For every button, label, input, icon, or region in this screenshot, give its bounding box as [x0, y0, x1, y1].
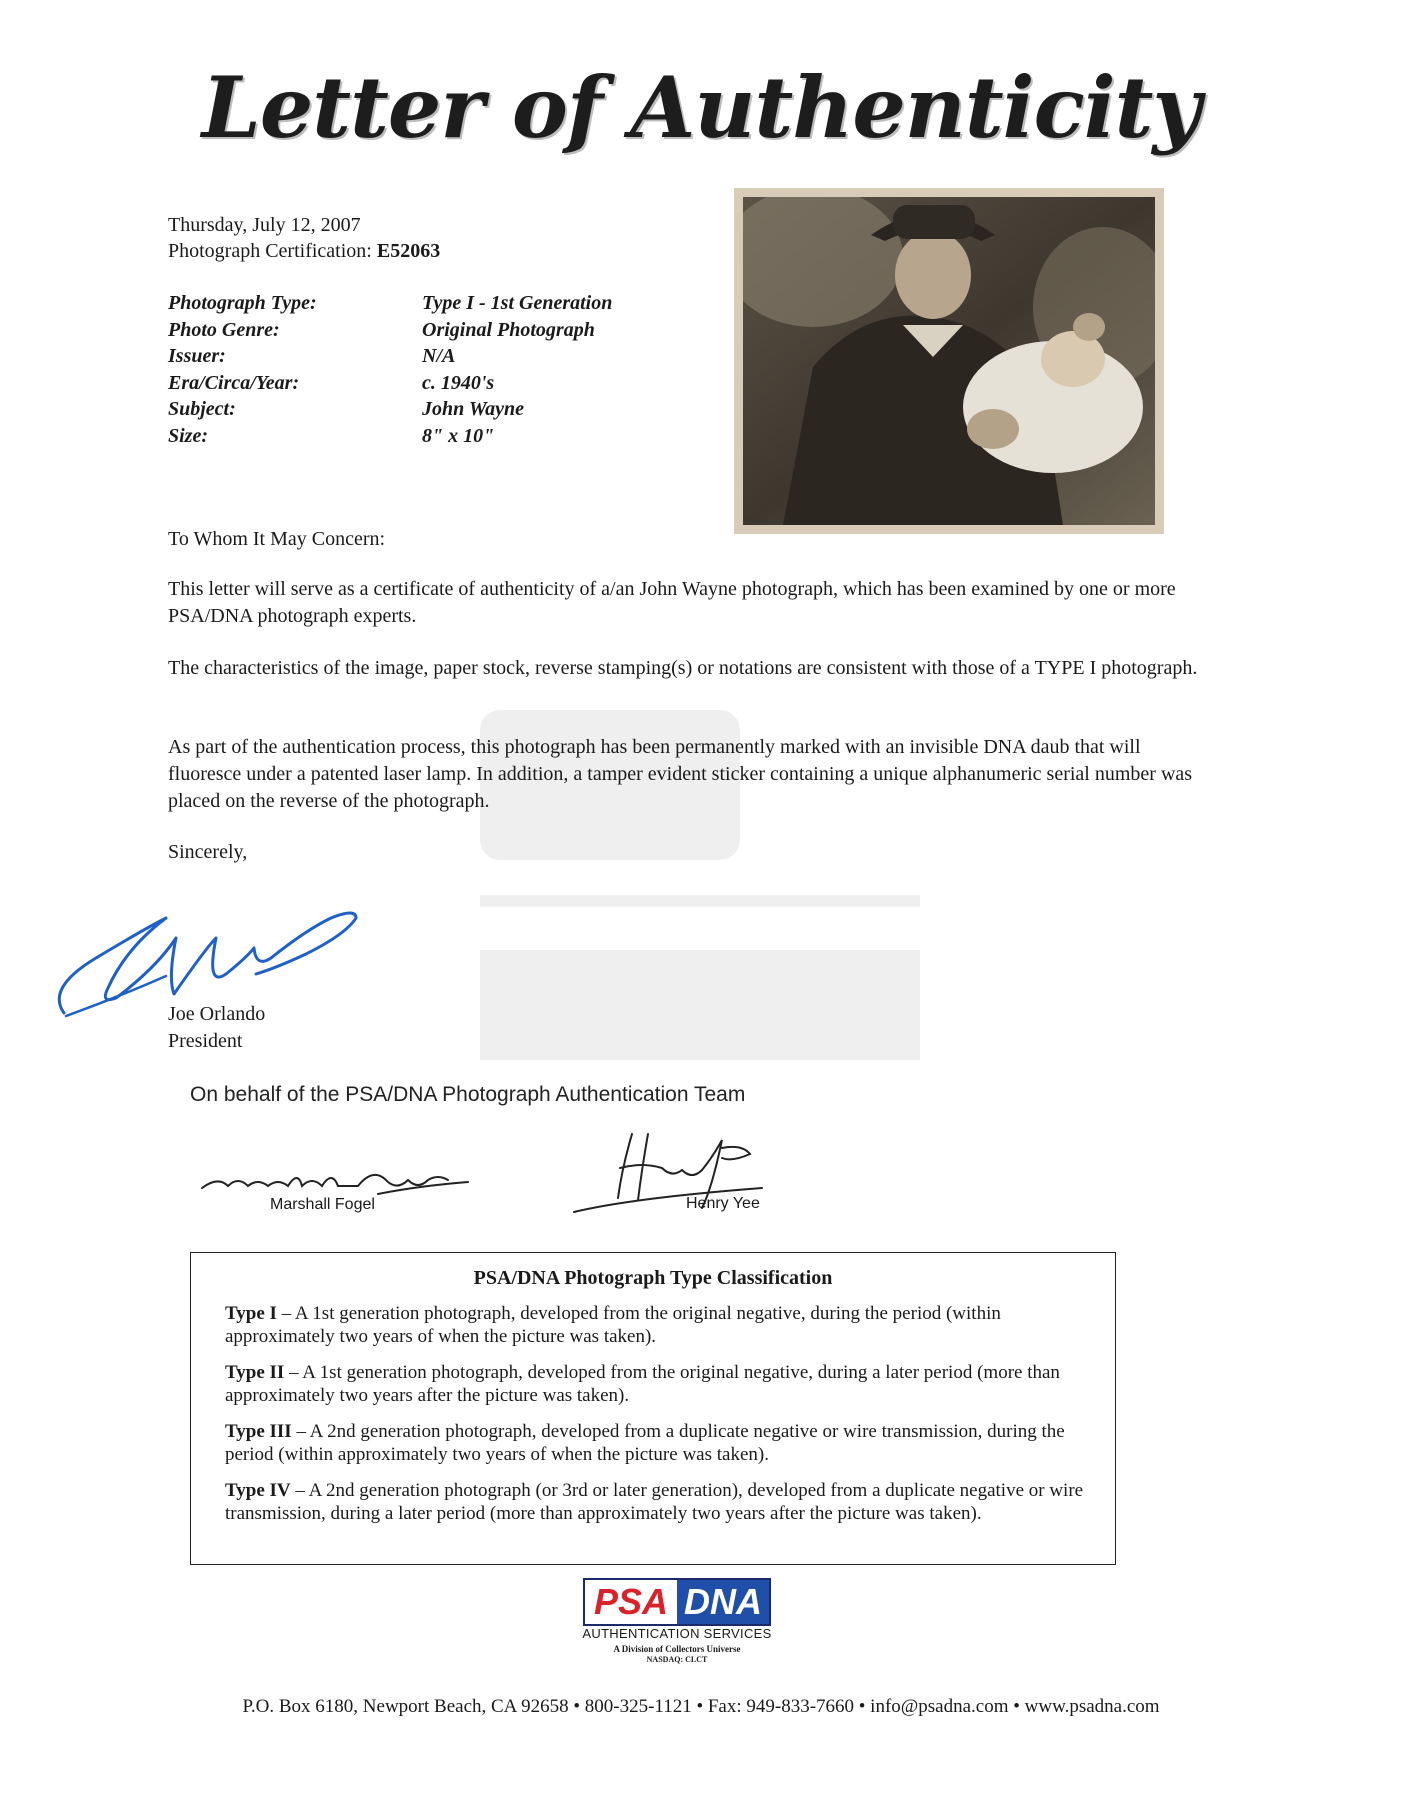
detail-row	[168, 372, 612, 399]
logo-dna: DNA	[677, 1580, 769, 1624]
detail-label: Era/Circa/Year:	[168, 371, 300, 394]
certification-number: E52063	[376, 240, 441, 262]
type-classification-box	[190, 1252, 1116, 1565]
detail-value: c. 1940's	[422, 371, 495, 394]
logo-nasdaq: NASDAQ: CLCT	[646, 1655, 708, 1664]
certification-line	[168, 240, 440, 263]
logo-tagline: AUTHENTICATION SERVICES	[582, 1626, 772, 1641]
type-label: Type I	[225, 1303, 277, 1324]
yee-name: Henry Yee	[686, 1195, 760, 1212]
logo-division: A Division of Collectors Universe	[613, 1644, 741, 1654]
psa-dna-logo	[583, 1578, 771, 1626]
type-definition	[225, 1479, 1085, 1525]
detail-row	[168, 425, 612, 452]
type-definition	[225, 1302, 1085, 1348]
detail-value: Type I - 1st Generation	[422, 292, 613, 314]
detail-label: Issuer:	[168, 345, 226, 367]
detail-row	[168, 292, 612, 319]
type-text: – A 2nd generation photograph, developed from a duplicate negative or wire transmission, during the period (within approximately two years of when the picture was taken).	[225, 1421, 1065, 1465]
photo-image	[743, 197, 1155, 525]
type-label: Type IV	[225, 1480, 291, 1501]
detail-value: Original Photograph	[422, 318, 595, 341]
type-label: Type III	[225, 1421, 292, 1442]
certification-label: Photograph Certification:	[168, 240, 372, 262]
detail-label: Size:	[168, 424, 208, 447]
fogel-name: Marshall Fogel	[270, 1196, 375, 1213]
body-paragraph: This letter will serve as a certificate of authenticity of a/an John Wayne photograph, which has been examined by one or more PSA/DNA photograph experts.	[168, 578, 1176, 627]
detail-label: Photo Genre:	[168, 318, 280, 341]
detail-row	[168, 398, 612, 425]
photo-details	[168, 292, 612, 451]
footer-contact: P.O. Box 6180, Newport Beach, CA 92658 • 800-325-1121 • Fax: 949-833-7660 • info@psadna.com • www.psadna.com	[242, 1696, 1160, 1717]
detail-row	[168, 345, 612, 372]
type-label: Type II	[225, 1362, 285, 1383]
subject-photograph	[734, 188, 1164, 534]
closing: Sincerely,	[168, 841, 248, 863]
logo-psa: PSA	[585, 1580, 677, 1624]
type-text: – A 1st generation photograph, developed from the original negative, during a later period (more than approximately two years after the picture was taken).	[225, 1362, 1060, 1406]
letter-date: Thursday, July 12, 2007	[168, 214, 361, 236]
signer-block	[168, 1001, 265, 1055]
signer-name: Joe Orlando	[168, 1003, 266, 1025]
detail-value: 8" x 10"	[422, 424, 495, 447]
detail-row	[168, 319, 612, 346]
type-text: – A 1st generation photograph, developed from the original negative, during the period (within approximately two years of when the picture was taken).	[225, 1303, 1001, 1347]
detail-value: John Wayne	[422, 398, 525, 420]
body-paragraph: The characteristics of the image, paper stock, reverse stamping(s) or notations are consistent with those of a TYPE I photograph.	[168, 657, 1198, 679]
behalf-line: On behalf of the PSA/DNA Photograph Authentication Team	[190, 1083, 746, 1106]
body-paragraph: As part of the authentication process, this photograph has been permanently marked with an invisible DNA daub that will fluoresce under a patented laser lamp. In addition, a tamper evident sticker containing a unique alphanumeric serial number was placed on the reverse of the photograph.	[168, 736, 1193, 812]
type-text: – A 2nd generation photograph (or 3rd or later generation), developed from a duplicate negative or wire transmission, during a later period (more than approximately two years after the picture was taken).	[225, 1480, 1084, 1524]
detail-label: Subject:	[168, 398, 236, 420]
salutation: To Whom It May Concern:	[168, 528, 386, 550]
detail-value: N/A	[422, 345, 456, 367]
detail-label: Photograph Type:	[168, 292, 317, 314]
type-definition	[225, 1361, 1085, 1407]
signer-title: President	[168, 1030, 243, 1052]
classification-title: PSA/DNA Photograph Type Classification	[473, 1267, 833, 1289]
letter-title: Letter of Authenticity	[201, 58, 1201, 157]
type-definition	[225, 1420, 1085, 1466]
